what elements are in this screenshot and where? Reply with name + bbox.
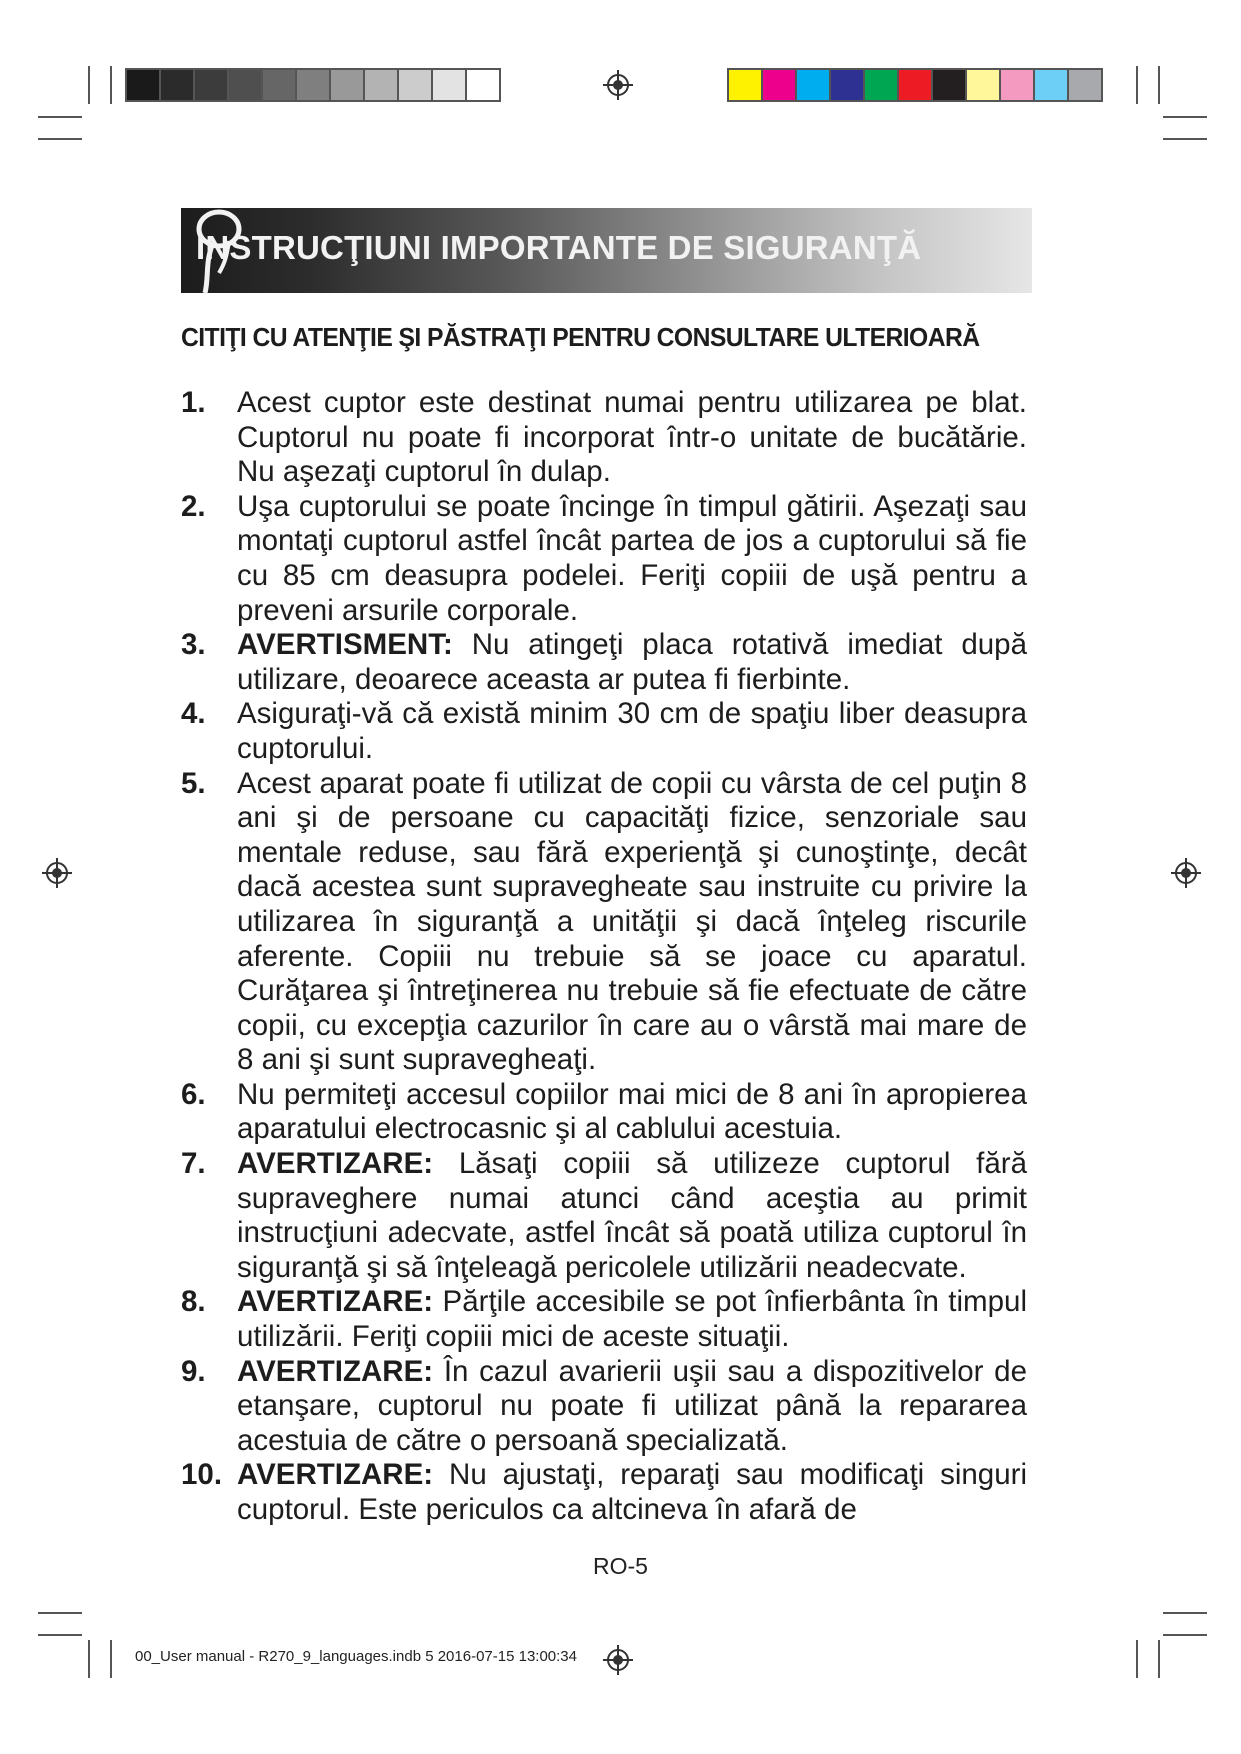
- color-swatch: [897, 68, 933, 102]
- crop-mark: [38, 116, 82, 118]
- item-number: 5.: [181, 766, 206, 800]
- list-item: [181, 628, 1027, 697]
- item-number: 7.: [181, 1147, 206, 1181]
- color-swatch: [1067, 68, 1103, 102]
- item-warning-label: AVERTISMENT:: [237, 628, 472, 662]
- item-number: 3.: [181, 628, 206, 662]
- color-swatch: [829, 68, 865, 102]
- crop-mark: [1136, 1640, 1138, 1678]
- list-item: [181, 490, 1027, 628]
- crop-mark: [88, 1640, 90, 1678]
- print-slug: 00_User manual - R270_9_languages.indb 5 2016-07-15 13:00:34: [135, 1648, 577, 1665]
- list-item: [181, 386, 1027, 490]
- item-number: 6.: [181, 1077, 206, 1111]
- item-number: 4.: [181, 697, 206, 731]
- color-swatch: [965, 68, 1001, 102]
- item-text: Asiguraţi-vă că există minim 30 cm de spaţiu liber deasupra cuptorului.: [237, 697, 1027, 765]
- item-number: 9.: [181, 1354, 206, 1388]
- list-item: [181, 1355, 1027, 1459]
- crop-mark: [38, 138, 82, 140]
- registration-mark-icon: [1171, 858, 1201, 888]
- color-swatch: [863, 68, 899, 102]
- item-number: 10.: [181, 1458, 223, 1492]
- item-text: Uşa cuptorului se poate încinge în timpul gătirii. Aşezaţi sau montaţi cuptorul astfel încât partea de jos a cuptorului să fie cu 85 cm deasupra podelei. Feriţi copiii de uşă pentru a preveni arsurile corporale.: [237, 489, 1027, 627]
- item-text: În cazul avarierii uşii sau a dispozitivelor de etanşare, cuptorul nu poate fi utilizat până la repararea acestuia de către o persoană specializată.: [237, 1354, 1027, 1457]
- crop-mark: [1163, 116, 1207, 118]
- crop-mark: [1158, 66, 1160, 104]
- item-warning-label: AVERTIZARE:: [237, 1147, 459, 1181]
- list-item: [181, 697, 1027, 766]
- crop-mark: [1163, 1612, 1207, 1614]
- color-swatch: [125, 68, 161, 102]
- crop-mark: [88, 66, 90, 104]
- color-swatch: [261, 68, 297, 102]
- crop-mark: [1163, 138, 1207, 140]
- color-swatch: [931, 68, 967, 102]
- registration-mark-icon: [603, 70, 633, 100]
- crop-mark: [110, 1640, 112, 1678]
- item-number: 1.: [181, 386, 206, 419]
- color-swatch: [159, 68, 195, 102]
- item-warning-label: AVERTIZARE:: [237, 1285, 443, 1319]
- color-swatch: [795, 68, 831, 102]
- color-swatch: [431, 68, 467, 102]
- page-subtitle: CITIŢI CU ATENŢIE ŞI PĂSTRAŢI PENTRU CONSULTARE ULTERIOARĂ: [181, 322, 980, 352]
- crop-mark: [38, 1612, 82, 1614]
- list-item: [181, 767, 1027, 1078]
- safety-instructions-list: [181, 386, 1027, 1528]
- color-swatch: [193, 68, 229, 102]
- crop-mark: [1136, 66, 1138, 104]
- item-warning-label: AVERTIZARE:: [237, 1458, 450, 1492]
- color-swatch: [329, 68, 365, 102]
- item-text: Nu atingeţi placa rotativă imediat după utilizare, deoarece aceasta ar putea fi fierbinte.: [237, 628, 1027, 696]
- registration-mark-icon: [42, 858, 72, 888]
- color-swatch: [227, 68, 263, 102]
- list-item: [181, 1147, 1027, 1285]
- color-swatch: [727, 68, 763, 102]
- crop-mark: [110, 66, 112, 104]
- item-text: Acest cuptor este destinat numai pentru utilizarea pe blat. Cuptorul nu poate fi incorporat într-o unitate de bucătărie. Nu aşezaţi cuptorul în dulap.: [237, 386, 1027, 489]
- item-text: Lăsaţi copiii să utilizeze cuptorul fără supraveghere numai atunci când aceştia au primit instrucţiuni adecvate, astfel încât să poată utiliza cuptorul în siguranţă şi să înţeleagă pericolele utilizării neadecvate.: [237, 1147, 1027, 1284]
- crop-mark: [1158, 1640, 1160, 1678]
- registration-mark-icon: [603, 1645, 633, 1675]
- list-item: [181, 1458, 1027, 1527]
- color-swatch: [465, 68, 501, 102]
- crop-mark: [38, 1634, 82, 1636]
- item-warning-label: AVERTIZARE:: [237, 1354, 444, 1388]
- page-number: RO-5: [593, 1553, 648, 1579]
- color-swatch: [761, 68, 797, 102]
- item-number: 8.: [181, 1285, 206, 1319]
- item-text: Părţile accesibile se pot înfierbânta în timpul utilizării. Feriţi copiii mici de aceste situaţii.: [237, 1285, 1027, 1354]
- item-text: Acest aparat poate fi utilizat de copii cu vârsta de cel puţin 8 ani şi de persoane cu capacităţi fizice, senzoriale sau mentale reduse, sau fără experienţă şi cunoştinţe, decât dacă acestea sunt supravegheate sau instruite cu privire la utilizarea în siguranţă a unităţii şi dacă înţeleg riscurile aferente. Copiii nu trebuie să se joace cu aparatul. Curăţarea şi întreţinerea nu trebuie să fie efectuate de către copii, cu excepţia cazurilor în care au o vârstă mai mare de 8 ani şi sunt supravegheaţi.: [237, 766, 1027, 1077]
- list-item: [181, 1285, 1027, 1354]
- color-swatch: [999, 68, 1035, 102]
- color-swatch: [363, 68, 399, 102]
- item-number: 2.: [181, 489, 206, 523]
- color-swatch: [295, 68, 331, 102]
- item-text: Nu permiteţi accesul copiilor mai mici de 8 ani în apropierea aparatului electrocasnic şi al cablului acestuia.: [237, 1077, 1027, 1146]
- color-swatch: [1033, 68, 1069, 102]
- list-item: [181, 1078, 1027, 1147]
- section-title: INSTRUCŢIUNI IMPORTANTE DE SIGURANŢĂ: [196, 229, 922, 266]
- color-swatch: [397, 68, 433, 102]
- item-text: Nu ajustaţi, reparaţi sau modificaţi singuri cuptorul. Este periculos ca altcineva în afară de: [237, 1458, 1028, 1526]
- crop-mark: [1163, 1634, 1207, 1636]
